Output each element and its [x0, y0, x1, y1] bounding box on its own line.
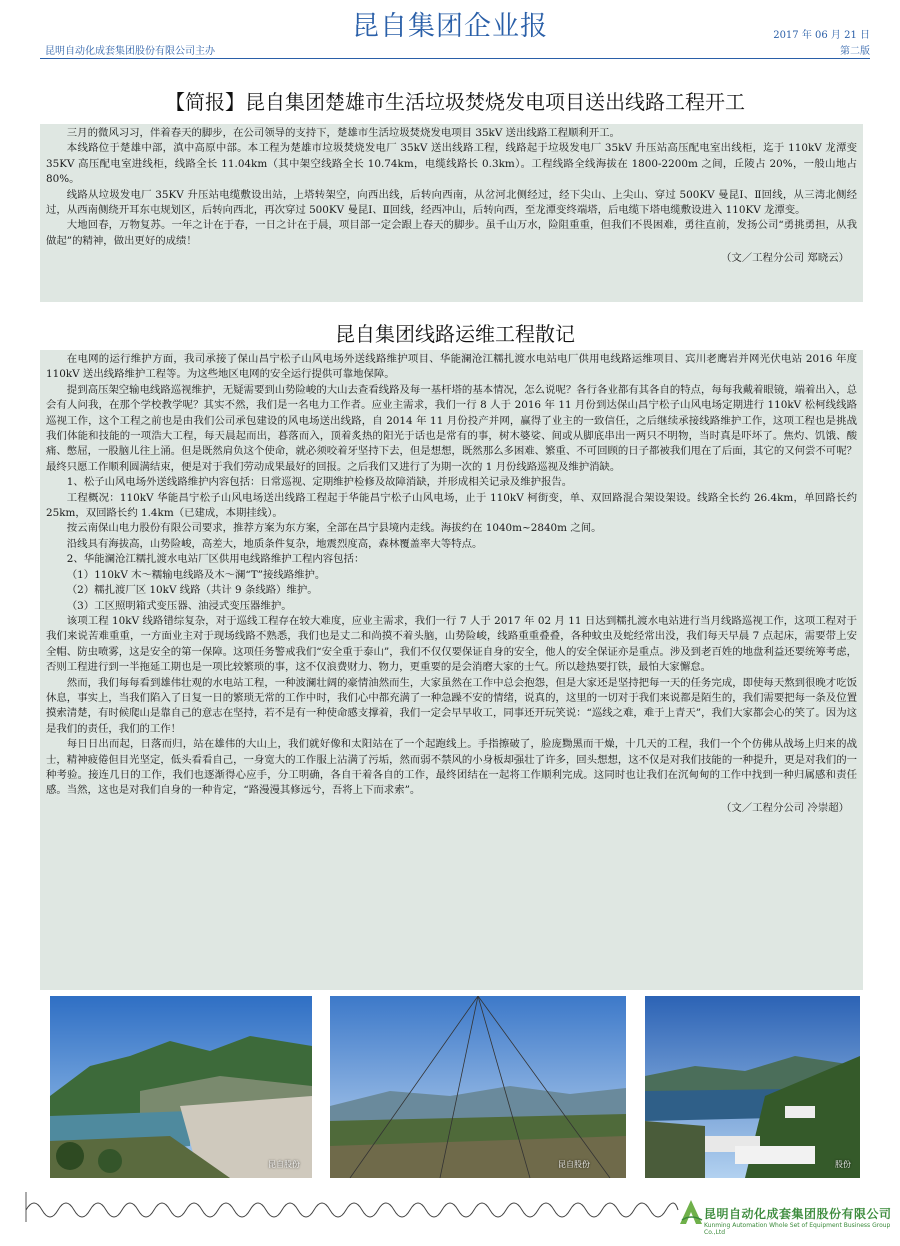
photo-dam-reservoir: [50, 996, 312, 1178]
article2-paragraph: 每日日出而起，日落而归，站在雄伟的大山上，我们就好像和太阳站在了一个起跑线上。手指擦破了，脸庞黝黑而干燥，十几天的工程，我们一个个仿佛从战场上归来的战士，精神疲倦但目光坚定，低头看看自己，一身宽大的工作服上沾满了污垢，然而弱不禁风的小身板却强壮了许多，回头想想，这不仅是对我们技能的一种提升，更是对我们的一种考验。接连几日的工作，我们也逐渐得心应手，分工明确，各自干着各自的工作，最终团结在一起将工作顺利完成。这同时也让我们在沉甸甸的工作中找到一种归属感和责任感。当然，这也是对我们自身的一种肯定，“路漫漫其修远兮，吾将上下而求索”。: [46, 738, 857, 797]
article1-paragraph: 大地回春，万物复苏。一年之计在于春，一日之计在于晨，项目部一定会跟上春天的脚步。虽千山万水，险阻重重，但我们不畏困难，勇往直前，发扬公司“勇挑勇担，从我做起”的精神，做出更好的成绩！: [46, 219, 857, 247]
company-logo-icon: [678, 1198, 704, 1226]
article2-headline: 昆自集团线路运维工程散记: [335, 322, 575, 346]
article1-byline: （文／工程分公司 郑晓云）: [721, 252, 849, 265]
article2-paragraph: 在电网的运行维护方面，我司承接了保山昌宁松子山风电场外送线路维护项目、华能澜沧江糯扎渡水电站电厂供用电线路运维项目、宾川老鹰岩并网光伏电站 2016 年度 110kV 送出线路维护工程等。为这些地区电网的安全运行提供可靠地保障。: [46, 353, 857, 381]
article2-paragraph: （2）糯扎渡厂区 10kV 线路（共计 9 条线路）维护。: [66, 584, 318, 597]
article2-paragraph: 提到高压架空输电线路巡视维护，无疑需要到山势险峻的大山去查看线路及每一基杆塔的基本情况，怎么说呢？各行各业都有其各自的特点，每每我戴着眼镜，端着出入，总会有人问我，在那个学校教学呢？其实不然，我们是一名电力工作者。应业主需求，我们一行 8 人于 2016 年 11 月份到达保山昌宁松子山风电场定期进行 110kV 松柯线线路巡视工作，这个工程之前也是由我们公司承包建设的风电场送出线路，自 2014 年 11 月份投产并网，赢得了业主的一致信任，之后继续承接线路维护工作，这项工程也是挑战我们体能和技能的一项浩大工程，每天晨起而出，暮落而入，顶着炙热的阳光于话也是常有的事，树木婆娑、间或从脚底串出一两只不明物，当时真是吓坏了。焦灼、饥饿、酸痛、憋屈，一股脑儿往上涌。但是既然肩负这个使命，就必须咬着牙坚持下去，但是想想，既然那么多困难、繁重、不可回顾的日子都被我们甩在了后面，其它的又何尝不可呢？最终只愿工作顺利圆满结束，便是对于我们劳动成果最好的回报。之后我们又进行了为期一次的 1 月份线路巡视及维护消缺。: [46, 383, 857, 473]
newspaper-title: 昆自集团企业报: [352, 11, 548, 42]
article2-paragraph: 工程概况：110kV 华能昌宁松子山风电场送出线路工程起于华能昌宁松子山风电场，止于 110kV 柯街变，单、双回路混合架设架设。线路全长约 26.4km，单回路长约 25km，双回路长约 1.4km（已建成，本期挂线）。: [46, 491, 857, 520]
article1-paragraph: 本线路位于楚雄中部，滇中高原中部。本工程为楚雄市垃圾焚烧发电厂 35kV 送出线路工程，线路起于垃圾发电厂 35kV 升压站高压配电室出线柜，迄于 110kV 龙潭变 35KV 高压配电室进线柜，线路全长 11.04km（其中架空线路全长 10.74km，电缆线路长 0.3km）。工程线路全线海拔在 1800-2200m 之间，丘陵占 20%，一般山地占 80%。: [46, 142, 857, 186]
article2-paragraph: （3）工区照明箱式变压器、油浸式变压器维护。: [66, 599, 292, 612]
issue-date: 2017 年 06 月 21 日: [773, 30, 870, 41]
photo-hydropower-station: [645, 996, 860, 1178]
article2-paragraph: 按云南保山电力股份有限公司要求，推荐方案为东方案，全部在昌宁县境内走线。海拔约在 1040m~2840m 之间。: [66, 522, 602, 535]
photo-watermark: 昆自股份: [268, 1160, 300, 1169]
article1-paragraph: 三月的微风习习，伴着春天的脚步，在公司领导的支持下，楚雄市生活垃圾焚烧发电项目 35kV 送出线路工程顺利开工。: [66, 127, 620, 139]
article2-body: [40, 350, 863, 990]
dam-reservoir-image: [50, 996, 312, 1178]
article2-byline: （文／工程分公司 冷崇超）: [721, 801, 849, 814]
article2-paragraph: （1）110kV 木～糯输电线路及木～澜“T”接线路维护。: [66, 568, 326, 581]
header-divider: [40, 58, 870, 59]
article1-body: [40, 124, 863, 302]
footer-company-name: 昆明自动化成套集团股份有限公司: [704, 1207, 892, 1221]
hydropower-station-image: [645, 996, 860, 1178]
photo-watermark: 股份: [835, 1160, 851, 1169]
article2-paragraph: 2、华能澜沧江糯扎渡水电站厂区供用电线路维护工程内容包括：: [66, 553, 365, 566]
article2-paragraph: 然而，我们每每看到雄伟壮观的水电站工程，一种波澜壮阔的豪情油然而生，大家虽然在工作中总会抱怨，但是大家还是坚持把每一天的任务完成，即使每天熬到很晚才吃饭休息，事实上，当我们陷入了日复一日的繁琐无常的工作中时，我们心中都充满了一种急躁不安的情绪，说真的，这里的一切对于我们来说都是陌生的，我们需要把每一条及位置摸索清楚，有时候爬山是靠自己的意志在坚持，若不是有一种使命感支撑着，我们一定会早早收工，同事还开玩笑说：“巡线之难，难于上青天”，我们大家都会心的笑了。因为这是我们的责任，我们的工作！: [46, 676, 857, 735]
power-lines-image: [330, 996, 626, 1178]
article1-headline: 【简报】昆自集团楚雄市生活垃圾焚烧发电项目送出线路工程开工: [165, 90, 745, 114]
footer-company-name-en: Kunming Automation Whole Set of Equipment Business Group Co.,Ltd: [704, 1222, 891, 1236]
photo-power-lines: [330, 996, 626, 1178]
article2-paragraph: 该项工程 10kV 线路错综复杂，对于巡线工程存在较大难度，应业主需求，我们一行 7 人于 2017 年 02 月 11 日达到糯扎渡水电站进行当月线路巡视工作，这项工程对于我们来说苦难重重，一方面业主对于现场线路不熟悉，我们也是丈二和尚摸不着头脑，山势险峻，线路重重叠叠，各种蚊虫及蛇经常出没，我们每天早晨 7 点起床，需要带上安全帽、防虫喷雾，这是安全的第一保障。这项任务警戒我们“安全重于泰山”，我们不仅仅要保证自身的安全，他人的安全保证亦是重点。涉及到老百姓的地盘利益还要统筹考虑，否则工程进行到一半拖延工期也是一项比较繁琐的事，这不仅浪费财力、物力，更重要的是会消磨大家的士气。所以趁热要打铁，最怕大家懈怠。: [46, 614, 857, 674]
article2-paragraph: 沿线具有海拔高，山势险峻，高差大，地质条件复杂，地震烈度高，森林覆盖率大等特点。: [66, 537, 483, 550]
page-number: 第二版: [840, 46, 870, 57]
spiral-binding-decoration: [22, 1192, 682, 1226]
article2-paragraph: 1、松子山风电场外送线路维护内容包括：日常巡视、定期维护检修及故障消缺，并形成相关记录及维护报告。: [66, 476, 573, 489]
photo-watermark: 昆自股份: [558, 1160, 590, 1169]
sponsor-line: 昆明自动化成套集团股份有限公司主办: [45, 46, 215, 57]
article1-paragraph: 线路从垃圾发电厂 35KV 升压站电缆敷设出站，上塔转架空，向西出线，后转向西南，从岔河北侧经过，经下尖山、上尖山、穿过 500KV 曼昆Ⅰ、Ⅱ回线，从三湾北侧经过，从西南侧绕开耳东屯规划区，后转向西北，再次穿过 500KV 曼昆Ⅰ、Ⅱ回线，经西冲山，后转向西，至龙潭变终端塔，后电缆下塔电缆敷设进入 110KV 龙潭变。: [46, 188, 857, 217]
